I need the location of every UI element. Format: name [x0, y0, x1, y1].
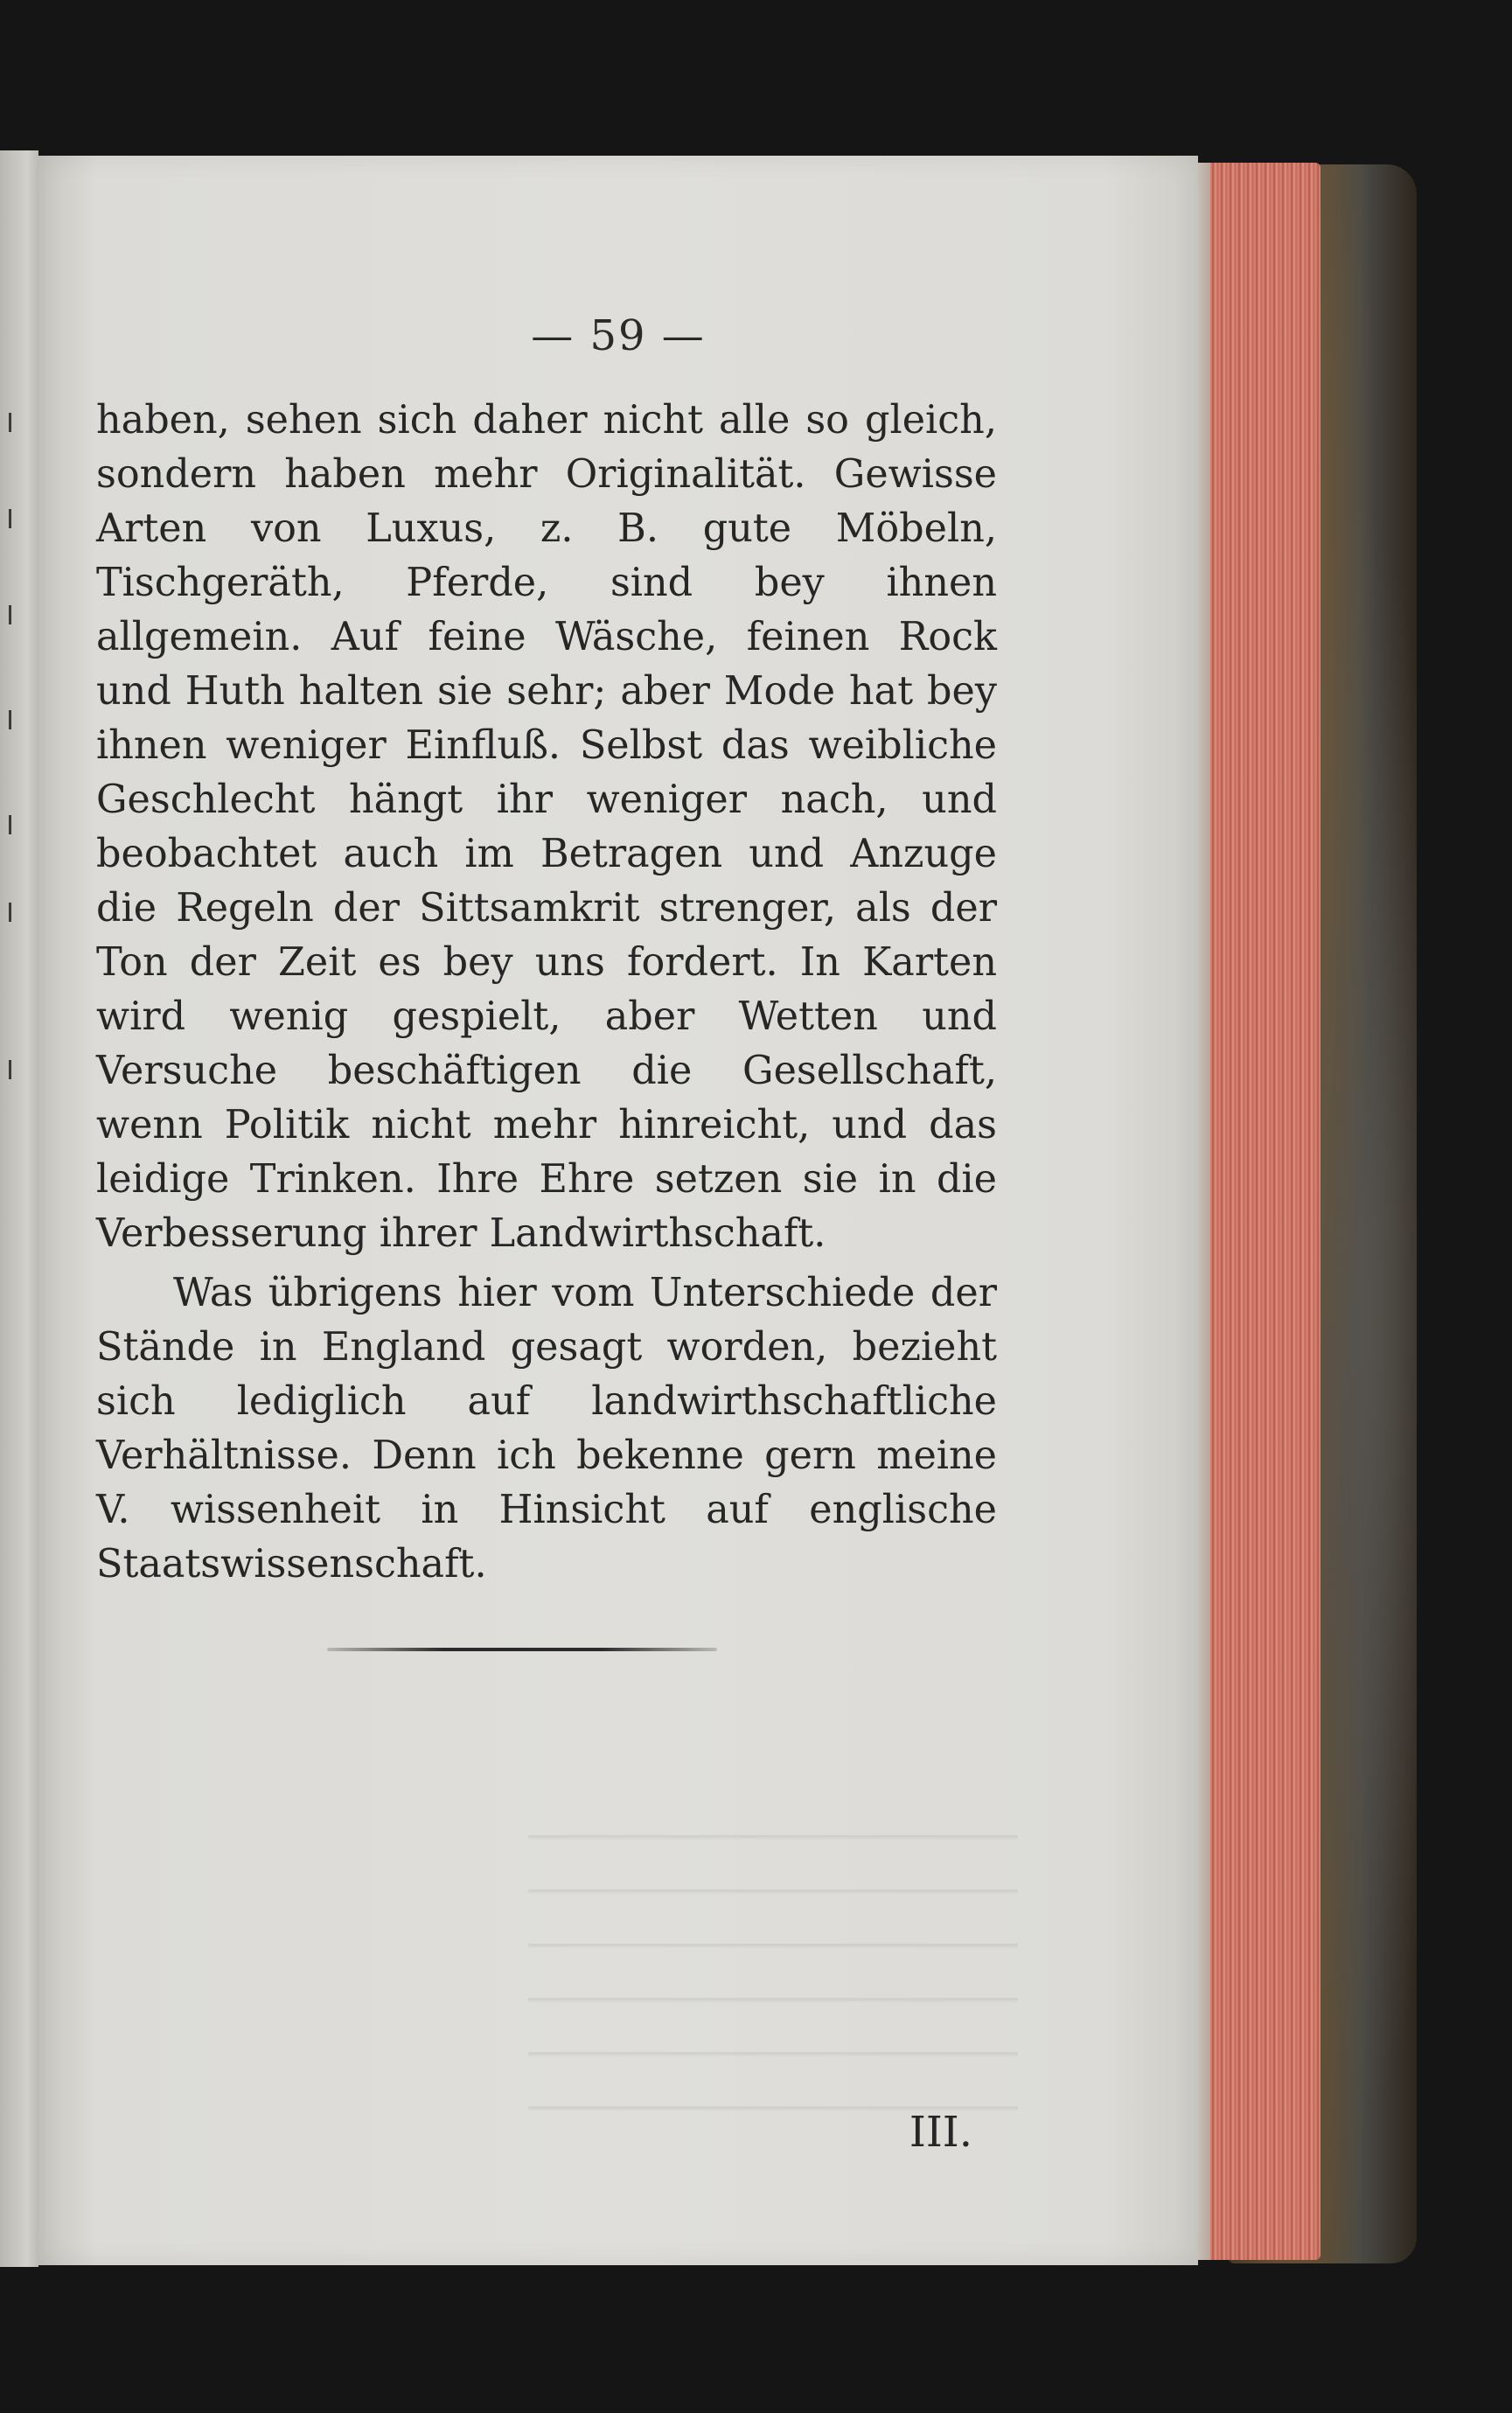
- page-edges: [1191, 163, 1320, 2260]
- bleed-through: [528, 1800, 1018, 2115]
- ink-mark: [9, 815, 11, 834]
- book-page: [38, 156, 1198, 2265]
- ink-mark: [9, 903, 11, 922]
- ink-mark: [9, 509, 11, 528]
- ink-mark: [9, 605, 11, 624]
- ink-mark: [9, 710, 11, 729]
- paragraph-1: haben, sehen sich daher nicht alle so gleich, sondern haben mehr Originalität. Gewisse Arten von Luxus, z. B. gute Möbeln, Tischgeräth, Pferde, sind bey ihnen allgemein. Auf feine Wäsche, feinen Rock und Huth halten sie sehr; aber Mode hat bey ihnen weniger Einfluß. Selbst das weibliche Geschlecht hängt ihr weniger nach, und beobachtet auch im Betragen und Anzuge die Regeln der Sittsamkrit strenger, als der Ton der Zeit es bey uns fordert. In Karten wird wenig gespielt, aber Wetten und Versuche beschäftigen die Gesellschaft, wenn Politik nicht mehr hinreicht, und das leidige Trinken. Ihre Ehre setzen sie in die Verbesserung ihrer Landwirthschaft.: [96, 398, 997, 1256]
- catchword: III.: [909, 2108, 972, 2157]
- separator-rule: [327, 1648, 717, 1651]
- ink-mark: [9, 413, 11, 432]
- page-number-header: — 59 —: [531, 311, 706, 360]
- left-page-edge: [0, 150, 38, 2267]
- ink-mark: [9, 1060, 11, 1079]
- paragraph-2: Was übrigens hier vom Unterschiede der Stände in England gesagt worden, bezieht sich lediglich auf landwirthschaftliche Verhältnisse. Denn ich bekenne gern meine V. wissenheit in Hinsicht auf englische Staatswissenschaft.: [96, 1271, 997, 1587]
